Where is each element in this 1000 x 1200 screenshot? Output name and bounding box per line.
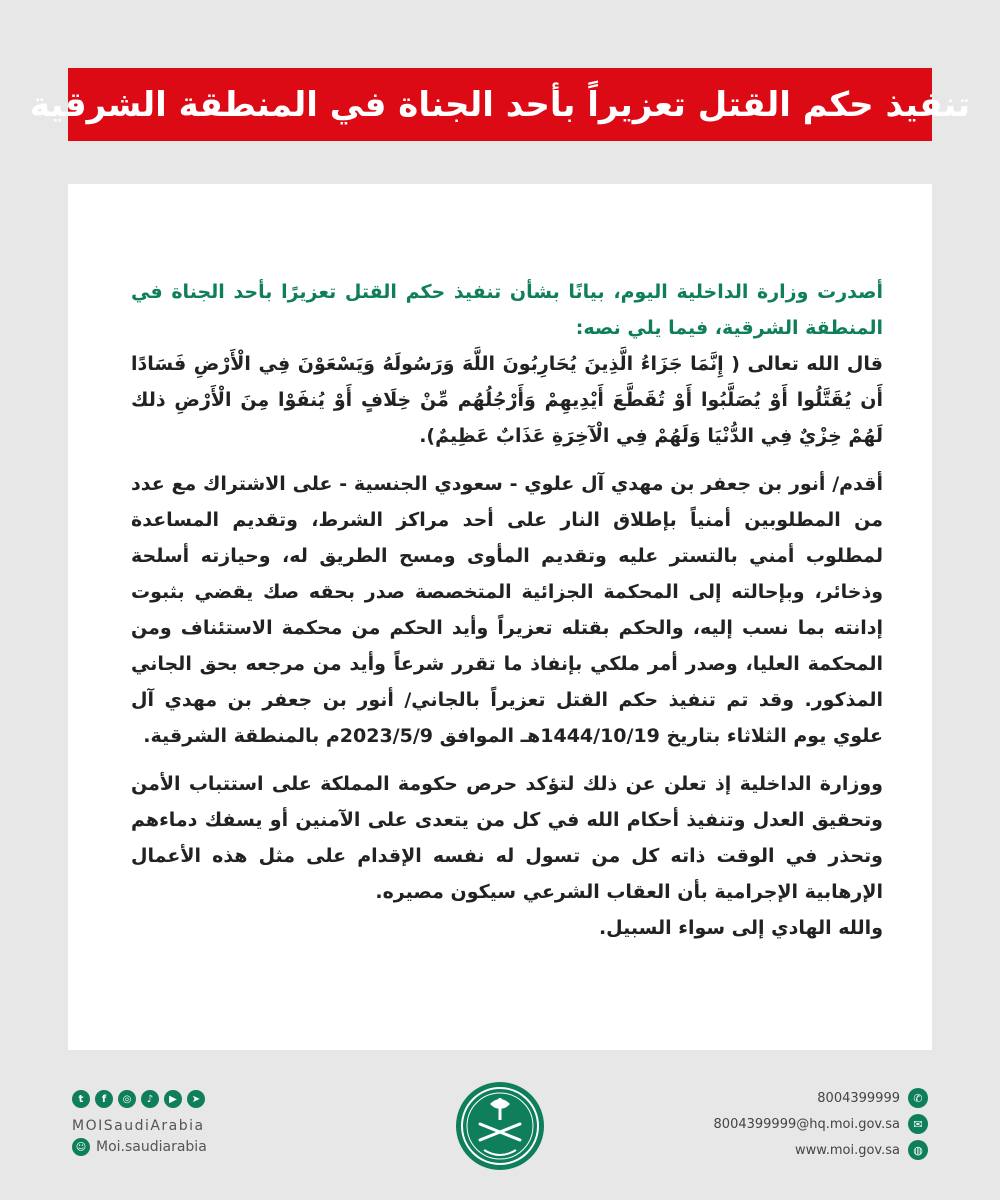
telegram-icon[interactable]: ➤ [187,1090,205,1108]
statement-closing: والله الهادي إلى سواء السبيل. [598,917,883,939]
website-url: www.moi.gov.sa [795,1142,900,1158]
statement-body [131,274,883,946]
snapchat-row[interactable] [72,1138,207,1156]
snapchat-handle: Moi.saudiarabia [96,1139,207,1155]
social-icons [72,1090,205,1108]
phone-row[interactable] [817,1088,928,1108]
social-handle[interactable]: MOISaudiArabia [72,1118,205,1134]
email-icon: ✉ [908,1114,928,1134]
website-row[interactable] [795,1140,928,1160]
twitter-icon[interactable]: t [72,1090,90,1108]
statement-paragraph-2: ووزارة الداخلية إذ تعلن عن ذلك لتؤكد حرص حكومة المملكة على استتباب الأمن وتحقيق العدل وتنفيذ أحكام الله في كل من يتعدى على الآمنين أو يسفك دماءهم وتحذر في الوقت ذاته كل من تسول له نفسه الإقدام على مثل هذه الأعمال الإرهابية الإجرامية بأن العقاب الشرعي سيكون مصيره. [131,773,883,903]
ministry-emblem-icon [454,1080,546,1172]
globe-icon: ◍ [908,1140,928,1160]
email-address: 8004399999@hq.moi.gov.sa [713,1116,900,1132]
footer [0,1080,1000,1200]
quran-verse: قال الله تعالى ( إِنَّمَا جَزَاءُ الَّذِينَ يُحَارِبُونَ اللَّهَ وَرَسُولَهُ وَيَسْعَوْنَ فِي الْأَرْضِ فَسَادًا أَن يُقَتَّلُوا أَوْ يُصَلَّبُوا أَوْ تُقَطَّعَ أَيْدِيهِمْ وَأَرْجُلُهُم مِّنْ خِلَافٍ أَوْ يُنفَوْا مِنَ الْأَرْضِ ذلك لَهُمْ خِزْيٌ فِي الدُّنْيَا وَلَهُمْ فِي الْآخِرَةِ عَذَابٌ عَظِيمٌ). [131,353,883,447]
phone-number: 8004399999 [817,1090,900,1106]
instagram-icon[interactable]: ◎ [118,1090,136,1108]
youtube-icon[interactable]: ▶ [164,1090,182,1108]
facebook-icon[interactable]: f [95,1090,113,1108]
statement-intro: أصدرت وزارة الداخلية اليوم، بيانًا بشأن تنفيذ حكم القتل تعزيرًا بأحد الجناة في المنطقة الشرقية، فيما يلي نصه: [131,281,883,339]
email-row[interactable] [714,1114,928,1134]
snapchat-icon: ☺ [72,1138,90,1156]
phone-icon: ✆ [908,1088,928,1108]
page-title: تنفيذ حكم القتل تعزيراً بأحد الجناة في المنطقة الشرقية [29,84,971,125]
tiktok-icon[interactable]: ♪ [141,1090,159,1108]
title-banner [29,68,971,141]
statement-paragraph-1: أقدم/ أنور بن جعفر بن مهدي آل علوي - سعودي الجنسية - على الاشتراك مع عدد من المطلوبين أمنياً بإطلاق النار على أحد مراكز الشرط، وتقديم المساعدة لمطلوب أمني بالتستر عليه وتقديم المأوى ومسح الطريق له، وحيازته أسلحة وذخائر، وبإحالته إلى المحكمة الجزائية المتخصصة صدر بحقه صك يقضي بثبوت إدانته بما نسب إليه، والحكم بقتله تعزيراً وأيد الحكم من محكمة الاستئناف ومن المحكمة العليا، وصدر أمر ملكي بإنفاذ ما تقرر شرعاً وأيد من مرجعه بحق الجاني المذكور. وقد تم تنفيذ حكم القتل تعزيراً بالجاني/ أنور بن جعفر بن مهدي آل علوي يوم الثلاثاء بتاريخ 1444/10/19هـ الموافق 2023/5/9م بالمنطقة الشرقية. [131,473,883,747]
statement-card [68,184,932,1050]
